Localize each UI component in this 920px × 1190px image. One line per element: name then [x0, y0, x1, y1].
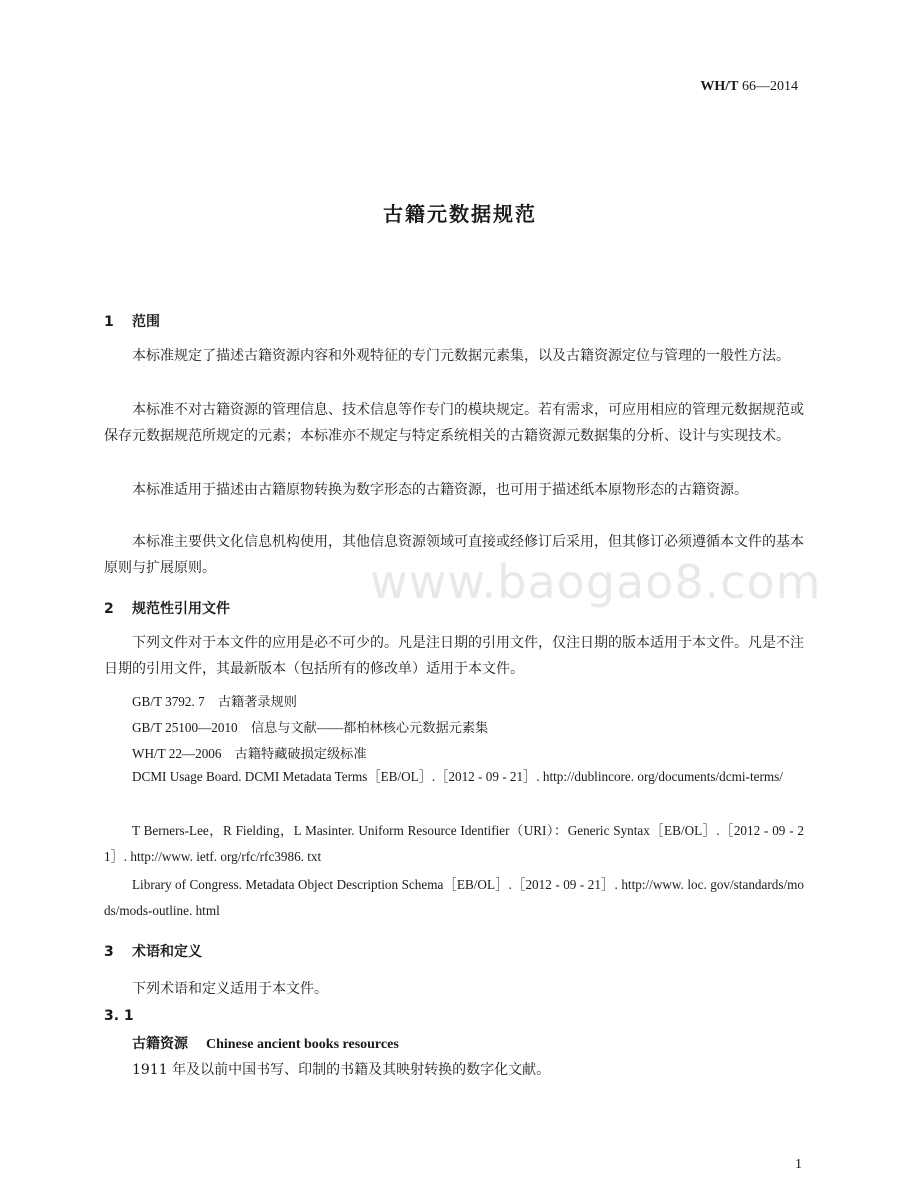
reference-item: Library of Congress. Metadata Object Description Schema［EB/OL］.［2012 - 09 - 21］. http://www. loc. gov/standards/mods/mods-outline. html [104, 877, 804, 918]
section-1-heading [104, 311, 160, 331]
section-2-heading [104, 598, 230, 618]
reference-item: WH/T 22—2006 古籍特藏破损定级标准 [132, 746, 367, 761]
standard-prefix: WH/T [700, 79, 739, 94]
reference-item: GB/T 3792. 7 古籍著录规则 [132, 694, 297, 709]
reference-item: DCMI Usage Board. DCMI Metadata Terms［EB/OL］.［2012 - 09 - 21］. http://dublincore. org/documents/dcmi-terms/ [132, 769, 783, 784]
page-number: 1 [795, 1157, 802, 1172]
section-3-heading [104, 941, 202, 961]
watermark: www.baogao8.com [370, 555, 822, 609]
term-number: 3. 1 [104, 1008, 134, 1024]
paragraph: 本标准不对古籍资源的管理信息、技术信息等作专门的模块规定。若有需求，可应用相应的管理元数据规范或保存元数据规范所规定的元素；本标准亦不规定与特定系统相关的古籍资源元数据集的分析、设计与实现技术。 [104, 402, 804, 444]
section-number: 2 [104, 601, 114, 617]
paragraph: 下列文件对于本文件的应用是必不可少的。凡是注日期的引用文件，仅注日期的版本适用于本文件。凡是不注日期的引用文件，其最新版本（包括所有的修改单）适用于本文件。 [104, 635, 804, 677]
standard-number: 66—2014 [738, 79, 798, 94]
reference-item: GB/T 25100—2010 信息与文献——都柏林核心元数据元素集 [132, 720, 489, 735]
term-chinese: 古籍资源 [132, 1036, 188, 1052]
paragraph: 本标准适用于描述由古籍原物转换为数字形态的古籍资源，也可用于描述纸本原物形态的古籍资源。 [132, 482, 748, 498]
paragraph: 下列术语和定义适用于本文件。 [132, 981, 328, 997]
term-entry [132, 1033, 399, 1053]
term-english: Chinese ancient books resources [206, 1037, 399, 1052]
document-title: 古籍元数据规范 [383, 202, 537, 226]
section-title: 规范性引用文件 [132, 601, 230, 617]
paragraph: 本标准规定了描述古籍资源内容和外观特征的专门元数据元素集，以及古籍资源定位与管理的一般性方法。 [132, 348, 790, 364]
standard-code [700, 79, 798, 95]
reference-item: T Berners-Lee，R Fielding，L Masinter. Uniform Resource Identifier（URI）：Generic Syntax［EB/OL］.［2012 - 09 - 21］. http://www. ietf. org/rfc/rfc3986. txt [104, 823, 804, 864]
section-number: 1 [104, 314, 114, 330]
paragraph: 本标准主要供文化信息机构使用，其他信息资源领域可直接或经修订后采用，但其修订必须遵循本文件的基本原则与扩展原则。 [104, 534, 804, 576]
section-title: 术语和定义 [132, 944, 202, 960]
section-title: 范围 [132, 314, 160, 330]
term-definition: 1911 年及以前中国书写、印制的书籍及其映射转换的数字化文献。 [132, 1062, 551, 1078]
section-number: 3 [104, 944, 114, 960]
